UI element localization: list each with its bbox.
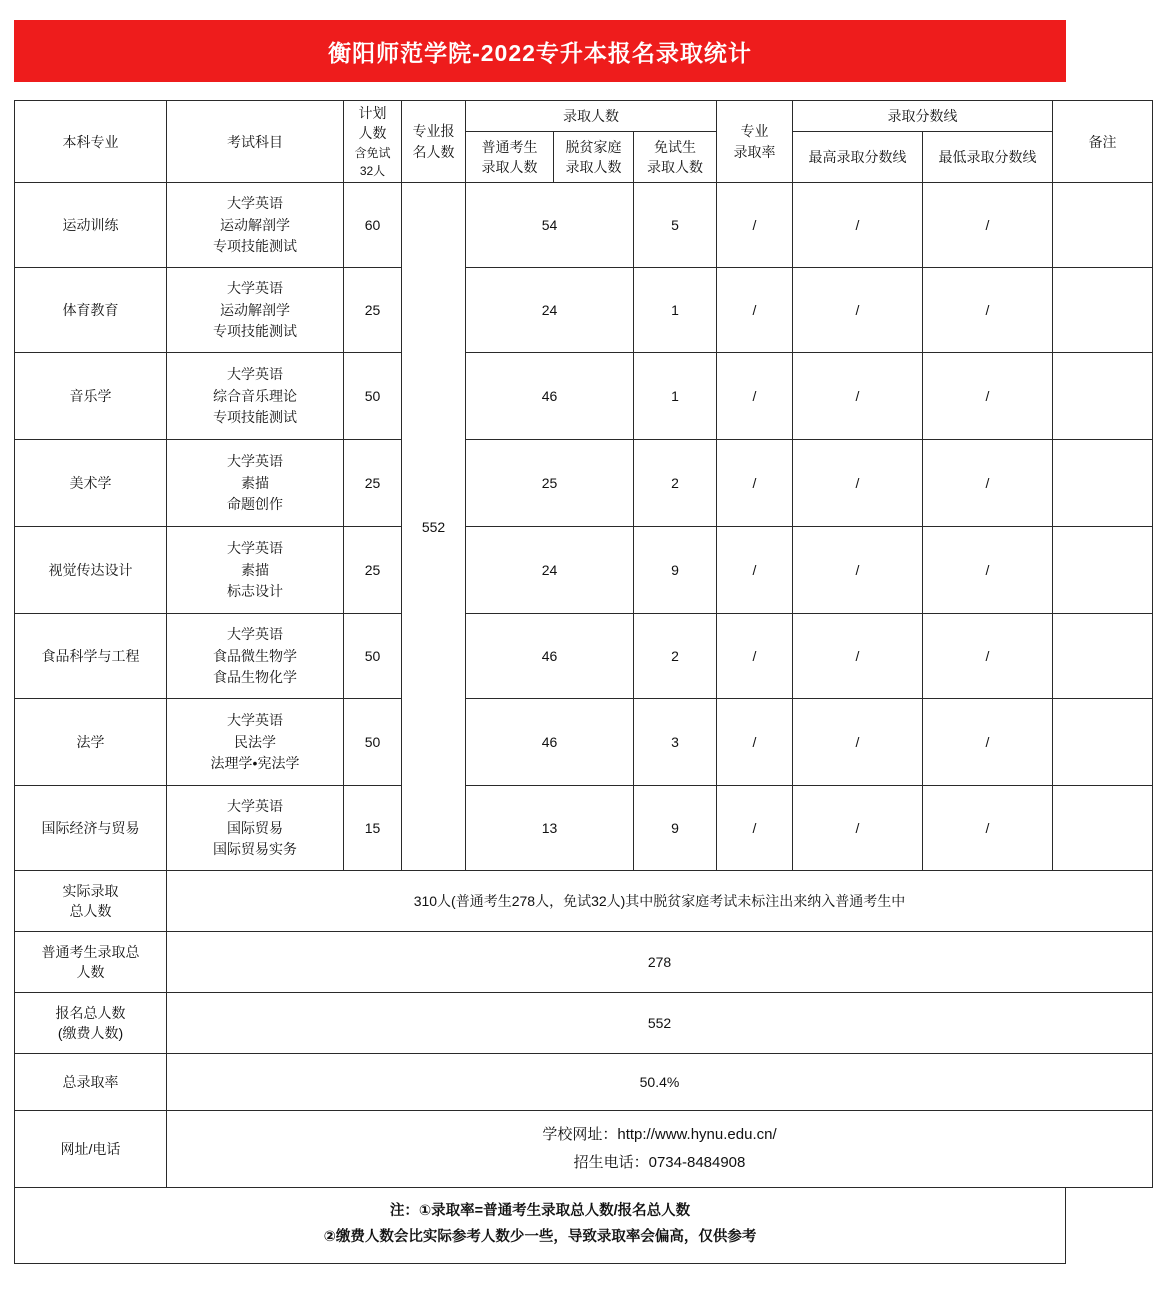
- contact-value: [167, 1111, 1153, 1188]
- header-score-high: 最高录取分数线: [793, 132, 923, 183]
- cell-admitted-normal: 46: [466, 614, 634, 699]
- subject-item: 大学英语: [227, 539, 283, 556]
- cell-admitted-normal: 46: [466, 353, 634, 440]
- table-row: [15, 440, 1153, 527]
- cell-major-rate: /: [717, 527, 793, 614]
- cell-admitted-exempt: 9: [634, 786, 717, 871]
- summary-label-line1: 普通考生录取总: [41, 944, 140, 961]
- header-admitted-normal-line1: 普通考生: [481, 139, 538, 156]
- table-row: [15, 527, 1153, 614]
- subject-item: 大学英语: [227, 279, 283, 296]
- header-plan-count: [344, 101, 402, 183]
- cell-major-rate: /: [717, 699, 793, 786]
- cell-admitted-normal: 46: [466, 699, 634, 786]
- cell-plan: 50: [344, 699, 402, 786]
- admission-statistics-table: [14, 100, 1153, 1188]
- cell-admitted-exempt: 1: [634, 353, 717, 440]
- school-website[interactable]: 学校网址：http://www.hynu.edu.cn/: [542, 1125, 777, 1143]
- cell-remark: [1053, 786, 1153, 871]
- header-major: 本科专业: [15, 101, 167, 183]
- subject-item: 大学英语: [227, 711, 283, 728]
- cell-score-low: /: [923, 614, 1053, 699]
- cell-score-low: /: [923, 699, 1053, 786]
- table-row: [15, 786, 1153, 871]
- page-title-banner: [14, 20, 1066, 82]
- subject-item: 标志设计: [227, 583, 283, 600]
- subject-item: 专项技能测试: [213, 409, 297, 426]
- cell-remark: [1053, 183, 1153, 268]
- cell-major: 法学: [15, 699, 167, 786]
- statistics-table-container: [14, 100, 1117, 1264]
- table-row: [15, 699, 1153, 786]
- cell-admitted-normal: 13: [466, 786, 634, 871]
- cell-score-high: /: [793, 268, 923, 353]
- table-header-row-1: [15, 101, 1153, 132]
- subject-item: 国际贸易: [227, 819, 283, 836]
- cell-admitted-exempt: 1: [634, 268, 717, 353]
- footnote-line-2: ②缴费人数会比实际参考人数少一些，导致录取率会偏高，仅供参考: [323, 1229, 757, 1246]
- subject-item: 民法学: [234, 733, 276, 750]
- cell-remark: [1053, 699, 1153, 786]
- cell-major: 食品科学与工程: [15, 614, 167, 699]
- cell-score-low: /: [923, 268, 1053, 353]
- cell-admitted-normal: 24: [466, 268, 634, 353]
- summary-label: [15, 993, 167, 1054]
- cell-major: 视觉传达设计: [15, 527, 167, 614]
- header-major-rate: [717, 101, 793, 183]
- cell-score-low: /: [923, 527, 1053, 614]
- cell-subjects: [167, 353, 344, 440]
- cell-major-rate: /: [717, 268, 793, 353]
- cell-plan: 15: [344, 786, 402, 871]
- summary-label-line2: (缴费人数): [57, 1025, 124, 1042]
- header-admitted-poor: [554, 132, 634, 183]
- cell-major: 体育教育: [15, 268, 167, 353]
- summary-value: 50.4%: [167, 1054, 1153, 1111]
- cell-plan: 50: [344, 353, 402, 440]
- cell-score-low: /: [923, 353, 1053, 440]
- cell-admitted-normal: 25: [466, 440, 634, 527]
- header-admitted-exempt: [634, 132, 717, 183]
- subject-item: 大学英语: [227, 365, 283, 382]
- cell-subjects: [167, 268, 344, 353]
- summary-label-line2: 人数: [76, 964, 105, 981]
- cell-major-rate: /: [717, 440, 793, 527]
- cell-admitted-exempt: 2: [634, 614, 717, 699]
- summary-row-total-rate: [15, 1054, 1153, 1111]
- cell-remark: [1053, 268, 1153, 353]
- header-admitted-group: 录取人数: [466, 101, 717, 132]
- cell-major-rate: /: [717, 353, 793, 440]
- summary-label-line1: 总录取率: [62, 1074, 119, 1091]
- header-subjects: 考试科目: [167, 101, 344, 183]
- cell-remark: [1053, 353, 1153, 440]
- summary-label-line2: 总人数: [69, 903, 112, 920]
- cell-admitted-normal: 24: [466, 527, 634, 614]
- cell-major-rate: /: [717, 183, 793, 268]
- subject-item: 食品微生物学: [213, 647, 297, 664]
- cell-admitted-exempt: 2: [634, 440, 717, 527]
- header-plan-count-line2: 人数: [358, 125, 387, 142]
- cell-subjects: [167, 786, 344, 871]
- cell-subjects: [167, 527, 344, 614]
- cell-apply-total: 552: [402, 183, 466, 871]
- subject-item: 国际贸易实务: [213, 841, 297, 858]
- subject-item: 大学英语: [227, 625, 283, 642]
- cell-remark: [1053, 527, 1153, 614]
- cell-score-low: /: [923, 440, 1053, 527]
- cell-major: 美术学: [15, 440, 167, 527]
- subject-item: 食品生物化学: [213, 669, 297, 686]
- cell-major-rate: /: [717, 786, 793, 871]
- subject-item: 大学英语: [227, 797, 283, 814]
- cell-subjects: [167, 440, 344, 527]
- admission-phone: 招生电话：0734-8484908: [573, 1154, 746, 1172]
- subject-item: 素描: [241, 561, 269, 578]
- cell-score-high: /: [793, 440, 923, 527]
- header-admitted-exempt-line2: 录取人数: [647, 159, 703, 176]
- summary-label: [15, 1054, 167, 1111]
- header-remark: 备注: [1053, 101, 1153, 183]
- header-plan-note-line1: 含免试: [354, 145, 391, 160]
- cell-score-high: /: [793, 786, 923, 871]
- subject-item: 大学英语: [227, 194, 283, 211]
- header-admitted-normal: [466, 132, 554, 183]
- cell-remark: [1053, 440, 1153, 527]
- summary-label: [15, 932, 167, 993]
- subject-item: 运动解剖学: [220, 301, 290, 318]
- cell-plan: 50: [344, 614, 402, 699]
- cell-major-rate: /: [717, 614, 793, 699]
- header-major-rate-line2: 录取率: [733, 143, 776, 160]
- summary-value: 278: [167, 932, 1153, 993]
- header-score-low: 最低录取分数线: [923, 132, 1053, 183]
- header-plan-note-line2: 32人: [359, 163, 386, 178]
- summary-row-total-applicants: [15, 993, 1153, 1054]
- contact-label: 网址/电话: [15, 1111, 167, 1188]
- header-plan-count-line1: 计划: [358, 105, 387, 121]
- page-title: 衡阳师范学院-2022专升本报名录取统计: [328, 39, 752, 66]
- header-score-group: 录取分数线: [793, 101, 1053, 132]
- cell-subjects: [167, 614, 344, 699]
- cell-subjects: [167, 183, 344, 268]
- subject-item: 素描: [241, 474, 269, 491]
- cell-admitted-normal: 54: [466, 183, 634, 268]
- header-major-rate-line1: 专业: [740, 123, 769, 140]
- summary-row-actual-admitted: [15, 871, 1153, 932]
- cell-plan: 25: [344, 527, 402, 614]
- cell-score-high: /: [793, 353, 923, 440]
- cell-score-high: /: [793, 183, 923, 268]
- subject-item: 运动解剖学: [220, 216, 290, 233]
- subject-item: 大学英语: [227, 452, 283, 469]
- table-row: [15, 353, 1153, 440]
- summary-row-contact: [15, 1111, 1153, 1188]
- table-row: [15, 614, 1153, 699]
- cell-plan: 25: [344, 440, 402, 527]
- cell-plan: 25: [344, 268, 402, 353]
- table-row: [15, 183, 1153, 268]
- cell-subjects: [167, 699, 344, 786]
- cell-major: 国际经济与贸易: [15, 786, 167, 871]
- subject-item: 综合音乐理论: [213, 387, 297, 404]
- cell-score-low: /: [923, 183, 1053, 268]
- summary-label-line1: 报名总人数: [55, 1005, 126, 1022]
- cell-major: 音乐学: [15, 353, 167, 440]
- cell-admitted-exempt: 5: [634, 183, 717, 268]
- header-admitted-poor-line1: 脱贫家庭: [565, 139, 622, 156]
- cell-admitted-exempt: 9: [634, 527, 717, 614]
- summary-value: 552: [167, 993, 1153, 1054]
- cell-score-high: /: [793, 527, 923, 614]
- cell-remark: [1053, 614, 1153, 699]
- subject-item: 命题创作: [227, 496, 283, 513]
- cell-score-low: /: [923, 786, 1053, 871]
- header-admitted-normal-line2: 录取人数: [481, 159, 538, 176]
- subject-item: 专项技能测试: [213, 323, 297, 340]
- summary-label-line1: 实际录取: [62, 883, 119, 900]
- footnote: [14, 1188, 1066, 1263]
- summary-row-normal-admitted: [15, 932, 1153, 993]
- footnote-line-1: 注：①录取率=普通考生录取总人数/报名总人数: [389, 1203, 691, 1220]
- table-row: [15, 268, 1153, 353]
- header-apply-count: 专业报 名人数: [402, 101, 466, 183]
- cell-score-high: /: [793, 699, 923, 786]
- subject-item: 法理学•宪法学: [210, 755, 300, 772]
- header-admitted-poor-line2: 录取人数: [565, 159, 622, 176]
- summary-value: 310人(普通考生278人，免试32人)其中脱贫家庭考试未标注出来纳入普通考生中: [167, 871, 1153, 932]
- summary-label: [15, 871, 167, 932]
- cell-admitted-exempt: 3: [634, 699, 717, 786]
- cell-score-high: /: [793, 614, 923, 699]
- cell-plan: 60: [344, 183, 402, 268]
- subject-item: 专项技能测试: [213, 238, 297, 255]
- header-admitted-exempt-line1: 免试生: [654, 139, 696, 156]
- cell-major: 运动训练: [15, 183, 167, 268]
